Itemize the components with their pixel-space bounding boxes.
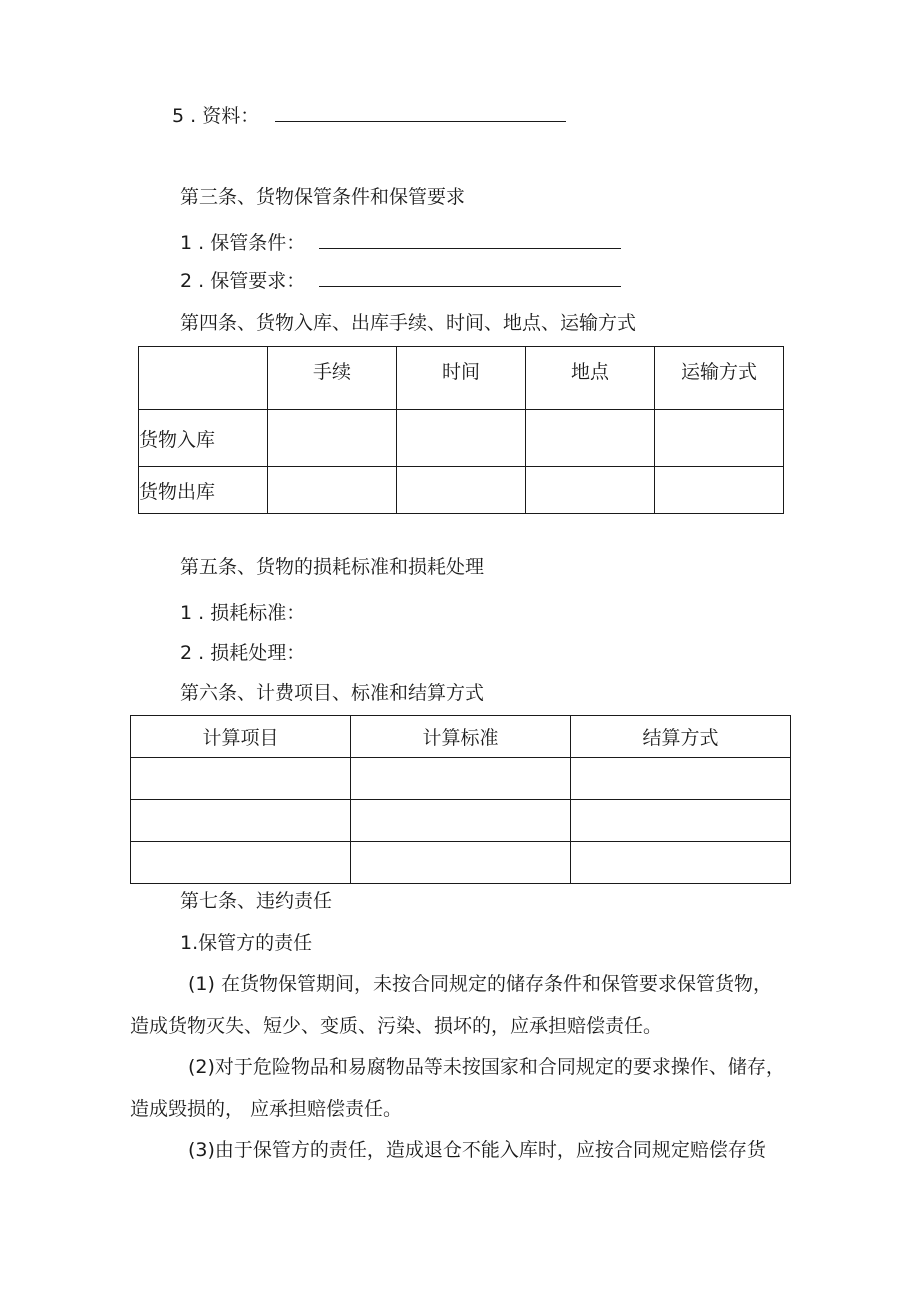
header-cell-empty [139,347,268,410]
item-number: 1 [180,232,193,254]
header-cell-settlement: 结算方式 [571,716,791,758]
item-5-number: 5 [172,105,185,127]
clause-2-line-2: 造成毁损的， 应承担赔偿责任。 [130,1098,403,1120]
article-6-title: 第六条、计费项目、标准和结算方式 [180,682,485,704]
article-3-item-1 [180,230,621,256]
table-cell[interactable] [131,800,351,842]
clause-1-line-2: 造成货物灭失、短少、变质、污染、损坏的，应承担赔偿责任。 [130,1015,663,1037]
table-cell[interactable] [655,467,784,514]
item-5-line [172,103,566,129]
table-cell[interactable] [397,467,526,514]
article-5-item-1 [180,600,305,626]
item-number: 1 [180,602,193,624]
storage-conditions-blank-field[interactable] [319,230,621,249]
table-cell[interactable] [131,842,351,884]
table-cell[interactable] [351,842,571,884]
item-5-label: . 资料： [190,105,260,127]
table-cell[interactable] [268,410,397,467]
table-cell[interactable] [526,410,655,467]
table-cell[interactable] [571,800,791,842]
table-cell[interactable] [571,758,791,800]
storage-requirements-blank-field[interactable] [319,268,621,287]
custodian-liability-heading: 1.保管方的责任 [180,932,313,954]
header-cell-location: 地点 [526,347,655,410]
table-cell[interactable] [397,410,526,467]
article-3-title: 第三条、货物保管条件和保管要求 [180,186,466,208]
loss-handling-label: . 损耗处理： [198,642,306,664]
table-row [139,467,784,514]
table-cell[interactable] [351,800,571,842]
table-row [131,758,791,800]
billing-table [130,715,791,884]
clause-3-line-1: (3)由于保管方的责任，造成退仓不能入库时，应按合同规定赔偿存货 [188,1139,766,1161]
article-4-title: 第四条、货物入库、出库手续、时间、地点、运输方式 [180,312,637,334]
item-number: 2 [180,642,193,664]
header-cell-billing-item: 计算项目 [131,716,351,758]
table-cell[interactable] [526,467,655,514]
table-header-row [139,347,784,410]
table-cell[interactable] [351,758,571,800]
article-5-item-2 [180,640,305,666]
table-header-row [131,716,791,758]
row-label-outbound: 货物出库 [139,467,268,514]
table-row [131,842,791,884]
table-cell[interactable] [268,467,397,514]
warehouse-procedures-table [138,346,784,514]
header-cell-billing-standard: 计算标准 [351,716,571,758]
table-cell[interactable] [571,842,791,884]
article-5-title: 第五条、货物的损耗标准和损耗处理 [180,556,485,578]
item-5-blank-field[interactable] [275,103,566,122]
header-cell-transport: 运输方式 [655,347,784,410]
storage-conditions-label: . 保管条件： [198,232,306,254]
table-cell[interactable] [131,758,351,800]
table-row [131,800,791,842]
table-row [139,410,784,467]
item-number: 2 [180,270,193,292]
storage-requirements-label: . 保管要求： [198,270,306,292]
clause-1-line-1: (1) 在货物保管期间，未按合同规定的储存条件和保管要求保管货物， [188,973,772,995]
clause-2-line-1: (2)对于危险物品和易腐物品等未按国家和合同规定的要求操作、储存， [188,1056,785,1078]
header-cell-time: 时间 [397,347,526,410]
loss-standard-label: . 损耗标准： [198,602,306,624]
table-cell[interactable] [655,410,784,467]
header-cell-procedures: 手续 [268,347,397,410]
row-label-inbound: 货物入库 [139,410,268,467]
article-3-item-2 [180,268,621,294]
article-7-title: 第七条、违约责任 [180,890,333,912]
